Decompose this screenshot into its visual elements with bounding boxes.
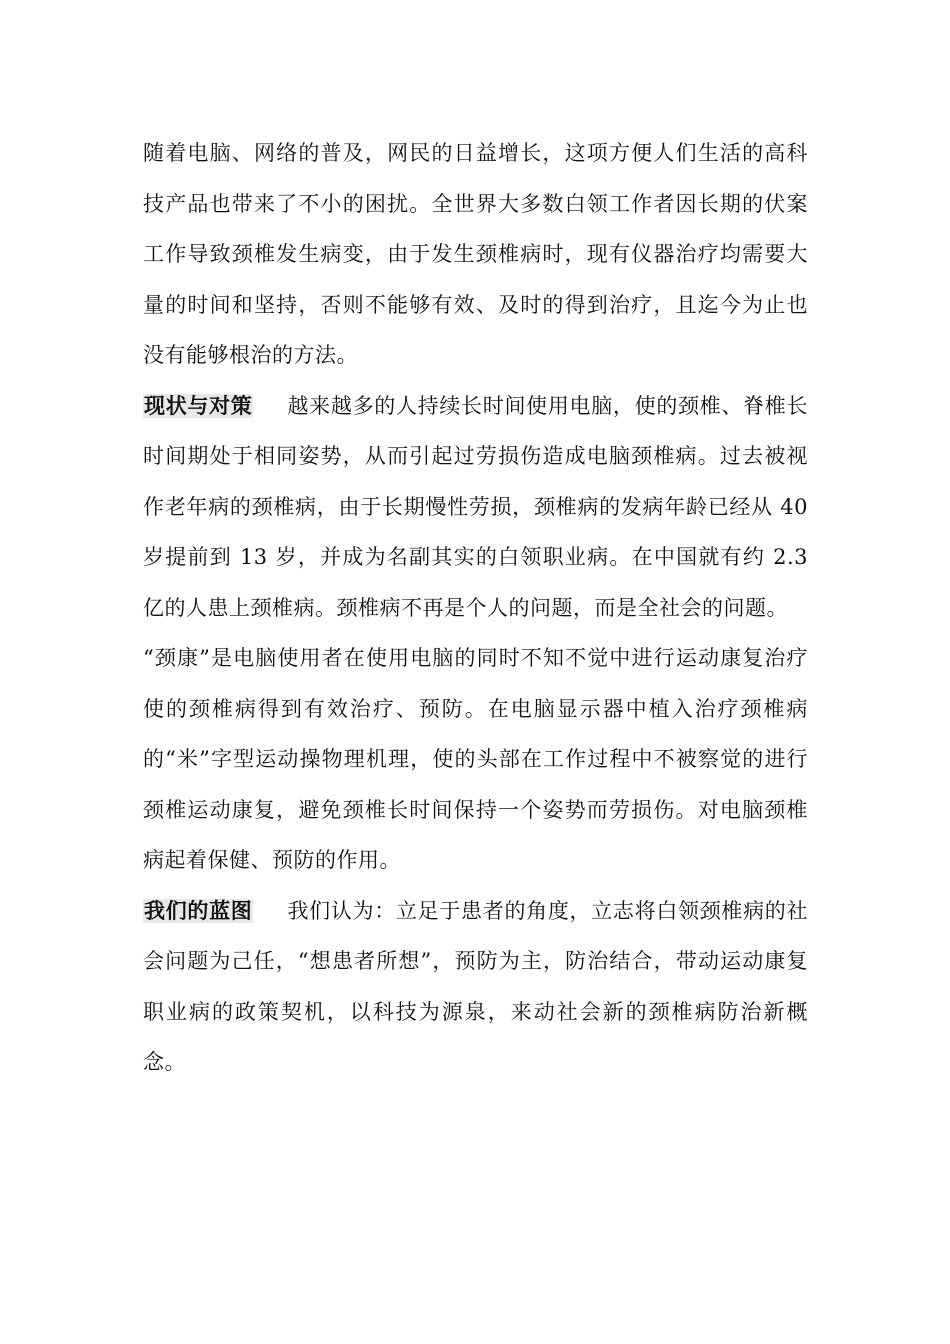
status-and-strategy-text: 越来越多的人持续长时间使用电脑，使的颈椎、脊椎长时间期处于相同姿势，从而引起过劳损伤造成电脑颈椎病。过去被视作老年病的颈椎病，由于长期慢性劳损，颈椎病的发病年龄已经从 40 岁提前到 13 岁，并成为名副其实的白领职业病。在中国就有约 2.3 亿的人患上颈椎病。颈椎病不再是个人的问题，而是全社会的问题。 xyxy=(143,393,809,620)
document-body xyxy=(143,128,808,1088)
blueprint-text: 我们认为：立足于患者的角度，立志将白领颈椎病的社会问题为己任，“想患者所想”，预防为主，防治结合，带动运动康复职业病的政策契机，以科技为源泉，来动社会新的颈椎病防治新概念。 xyxy=(143,898,809,1074)
product-description-text: “颈康”是电脑使用者在使用电脑的同时不知不觉中进行运动康复治疗使的颈椎病得到有效治疗、预防。在电脑显示器中植入治疗颈椎病的“米”字型运动操物理机理，使的头部在工作过程中不被察觉的进行颈椎运动康复，避免颈椎长时间保持一个姿势而劳损伤。对电脑颈椎病起着保健、预防的作用。 xyxy=(143,646,808,872)
blueprint-heading: 我们的蓝图 xyxy=(144,898,253,923)
blueprint-paragraph xyxy=(143,886,808,1088)
intro-text: 随着电脑、网络的普及，网民的日益增长，这项方便人们生活的高科技产品也带来了不小的困扰。全世界大多数白领工作者因长期的伏案工作导致颈椎发生病变，由于发生颈椎病时，现有仪器治疗均需要大量的时间和坚持，否则不能够有效、及时的得到治疗，且迄今为止也没有能够根治的方法。 xyxy=(143,141,808,367)
intro-paragraph xyxy=(143,128,808,381)
product-description-paragraph xyxy=(143,633,808,886)
status-and-strategy-paragraph xyxy=(143,381,808,634)
status-and-strategy-heading: 现状与对策 xyxy=(144,393,253,418)
